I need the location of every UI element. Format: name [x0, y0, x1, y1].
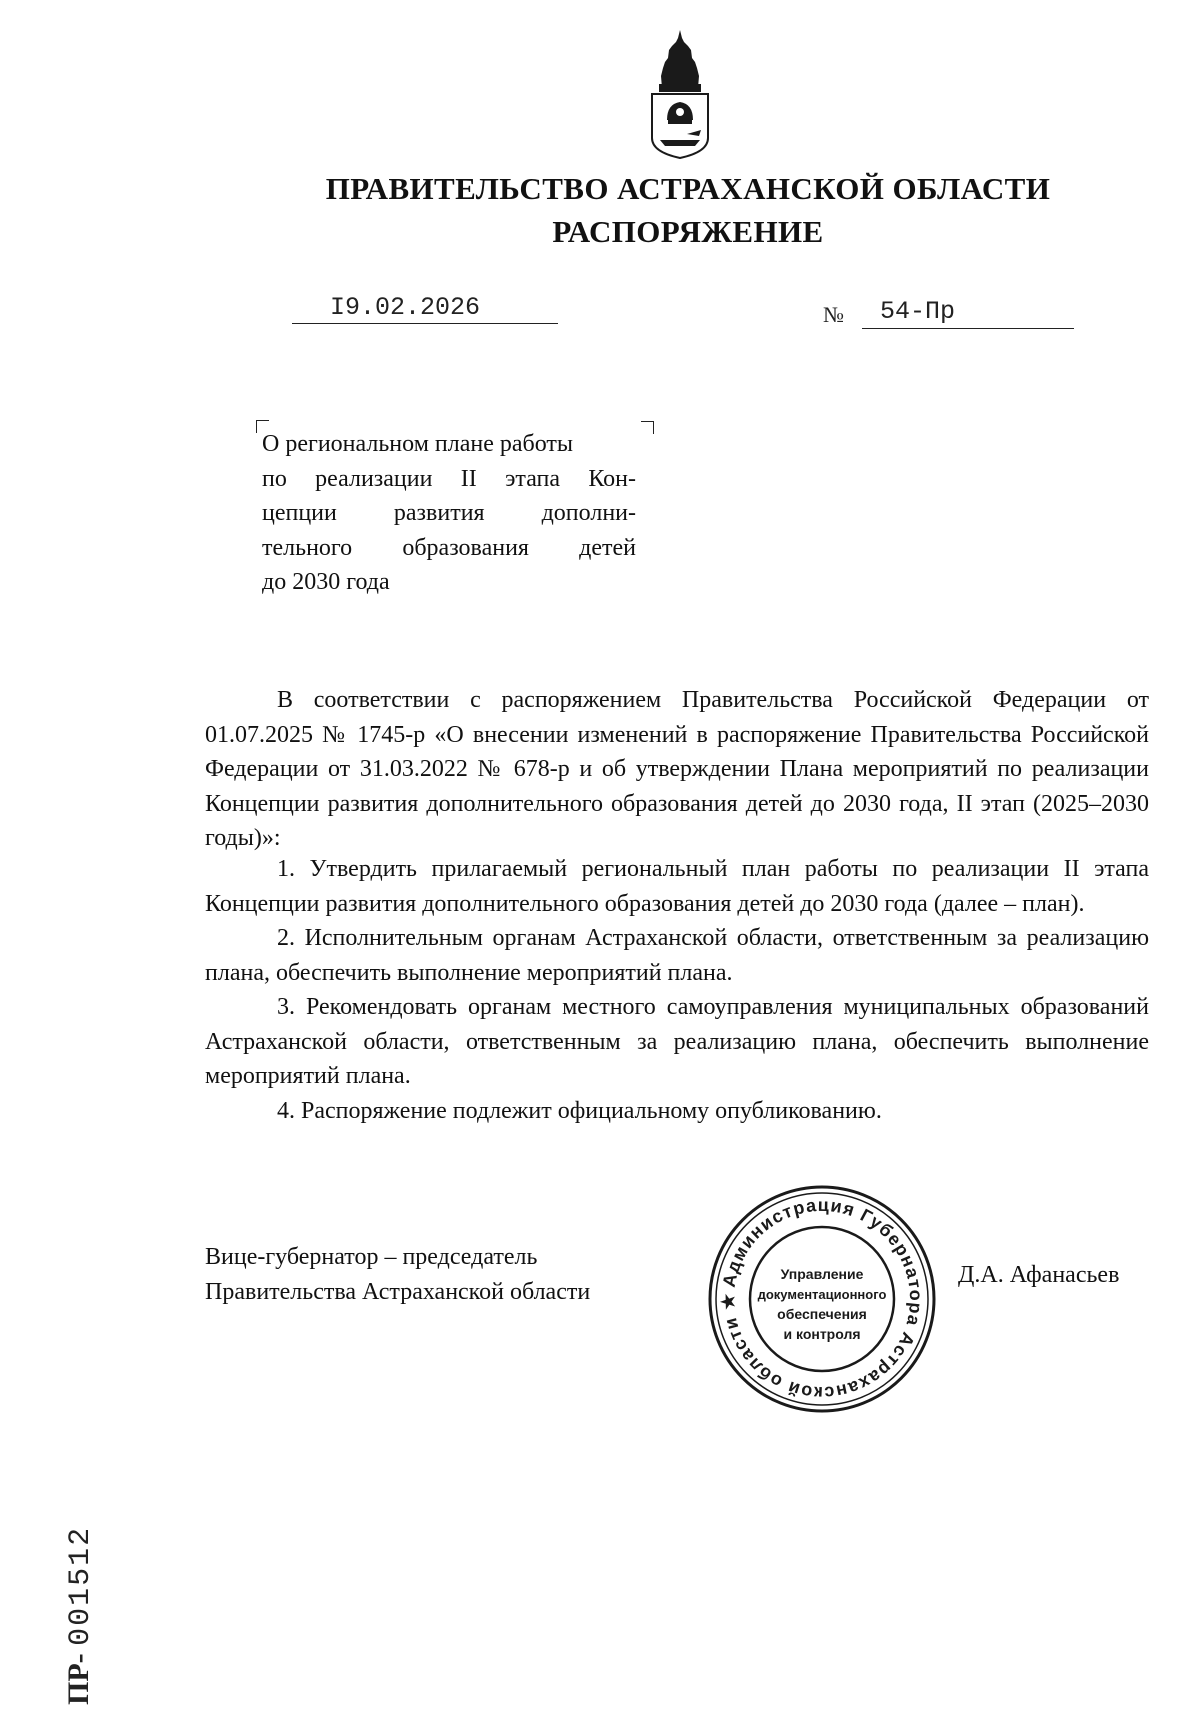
- signer-title-line: Вице-губернатор – председатель: [205, 1244, 538, 1270]
- document-number: 54-Пр: [880, 297, 956, 326]
- items-list: [205, 852, 1149, 1128]
- preamble-block: [205, 683, 1149, 856]
- document-type-title: РАСПОРЯЖЕНИЕ: [552, 214, 824, 249]
- seal-inner-line: и контроля: [783, 1326, 861, 1342]
- registration-digits: 001512: [64, 1525, 98, 1646]
- list-item: 3. Рекомендовать органам местного самоуправления муниципальных образований Астраханской области, ответственным за реализацию плана, обеспечить выполнение мероприятий плана.: [205, 994, 1149, 1089]
- subject-bracket-right: [641, 421, 654, 434]
- subject-line: О региональном плане работы: [262, 431, 574, 457]
- seal-inner-line: документационного: [757, 1287, 887, 1302]
- registration-number: [62, 1526, 98, 1705]
- signer-title-line: Правительства Астраханской области: [205, 1278, 591, 1305]
- coat-of-arms-icon: [643, 28, 717, 160]
- preamble-paragraph: В соответствии с распоряжением Правительства Российской Федерации от 01.07.2025 № 1745-р «О внесении изменений в распоряжение Правительства Российской Федерации от 31.03.2022 № 678-р и об утверждении Плана мероприятий по реализации Концепции развития дополнительного образования детей до 2030 года, II этап (2025–2030 годы)»:: [205, 687, 1149, 851]
- organization-title: ПРАВИТЕЛЬСТВО АСТРАХАНСКОЙ ОБЛАСТИ: [325, 171, 1051, 206]
- list-item: 1. Утвердить прилагаемый региональный план работы по реализации II этапа Концепции развития дополнительного образования детей до 2030 года (далее – план).: [205, 856, 1149, 917]
- subject-line: до 2030 года: [262, 569, 390, 595]
- seal-inner-line: обеспечения: [777, 1306, 867, 1322]
- list-item: 2. Исполнительным органам Астраханской области, ответственным за реализацию плана, обеспечить выполнение мероприятий плана.: [205, 925, 1149, 986]
- registration-prefix: ПР-: [62, 1653, 95, 1705]
- subject-line: по реализации II этапа Кон-: [262, 465, 636, 492]
- signer-name: Д.А. Афанасьев: [958, 1262, 1120, 1288]
- subject-line: цепции развития дополни-: [262, 500, 636, 526]
- list-item: 4. Распоряжение подлежит официальному опубликованию.: [277, 1097, 882, 1124]
- seal-inner-line: Управление: [780, 1266, 864, 1282]
- number-sign: №: [823, 302, 844, 327]
- signer-title: [205, 1240, 590, 1309]
- subject-block: [262, 427, 636, 600]
- seal-outer-text: Администрация Губернатора Астраханской области ★: [717, 1194, 927, 1404]
- official-seal: [706, 1183, 938, 1415]
- document-date: I9.02.2026: [330, 293, 481, 322]
- subject-line: тельного образования детей: [262, 534, 636, 561]
